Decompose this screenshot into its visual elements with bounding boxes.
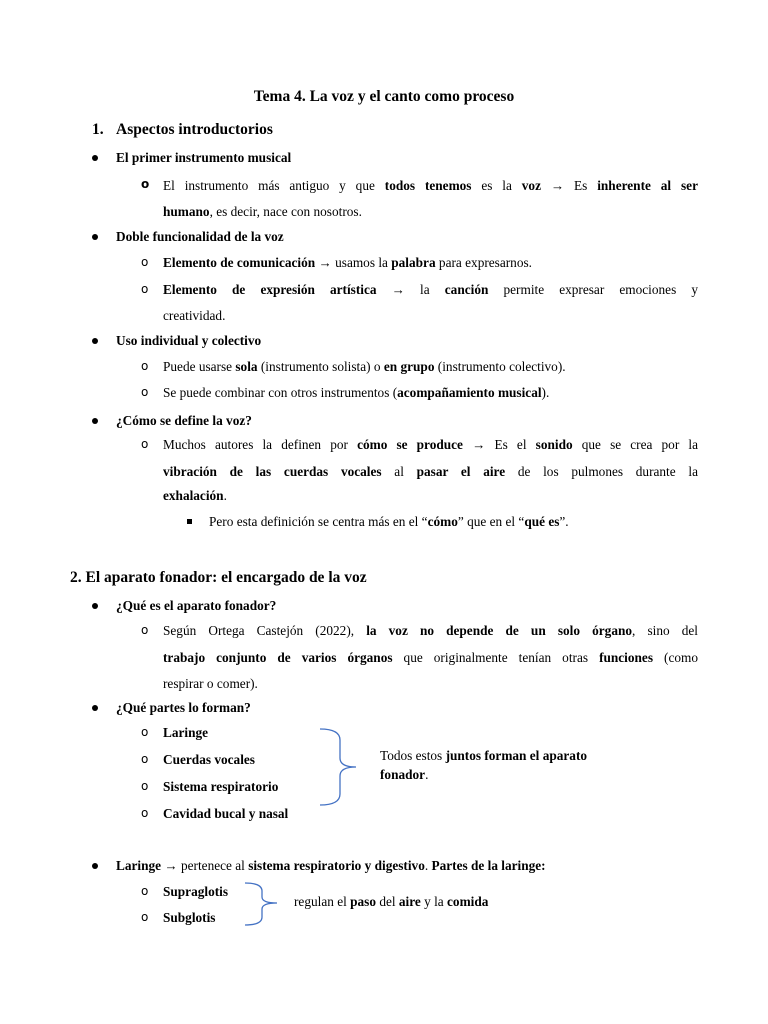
paragraph-line: exhalación. — [163, 488, 227, 503]
sub-bullet-icon: o — [141, 779, 149, 793]
part-item: Cuerdas vocales — [163, 752, 255, 767]
paragraph-line: Según Ortega Castejón (2022), la voz no depende de un solo órgano, sino del — [163, 623, 698, 638]
paragraph-line: Laringe → pertenece al sistema respiratorio y digestivo. Partes de la laringe: — [116, 858, 546, 873]
sub-bullet-icon: o — [141, 725, 149, 739]
paragraph-line: Se puede combinar con otros instrumentos (acompañamiento musical). — [163, 385, 550, 400]
paragraph-line: vibración de las cuerdas vocales al pasar el aire de los pulmones durante la — [163, 464, 698, 479]
bullet-label: ¿Qué partes lo forman? — [116, 700, 251, 715]
paragraph-line: trabajo conjunto de varios órganos que originalmente tenían otras funciones (como — [163, 650, 698, 665]
bullet-label: ¿Qué es el aparato fonador? — [116, 598, 277, 613]
bullet-label: El primer instrumento musical — [116, 150, 292, 165]
bullet-label: ¿Cómo se define la voz? — [116, 413, 252, 428]
part-item: Sistema respiratorio — [163, 779, 279, 794]
paragraph-line: Elemento de expresión artística → la canción permite expresar emociones y — [163, 282, 699, 297]
paragraph-line: creatividad. — [163, 308, 226, 323]
part-item: Cavidad bucal y nasal — [163, 806, 289, 821]
section-number: 1. — [92, 121, 104, 138]
sub-bullet-icon: o — [141, 884, 149, 898]
paragraph-line: Puede usarse sola (instrumento solista) o en grupo (instrumento colectivo). — [163, 359, 566, 374]
section-heading: Aspectos introductorios — [116, 121, 273, 138]
paragraph-line: Muchos autores la definen por cómo se produce → Es el sonido que se crea por la — [163, 437, 698, 452]
section-heading: 2. El aparato fonador: el encargado de la voz — [70, 569, 367, 586]
part-item: Subglotis — [163, 910, 216, 925]
sub-bullet-icon: o — [141, 910, 149, 924]
paragraph-line: Elemento de comunicación → usamos la palabra para expresarnos. — [163, 255, 532, 270]
sub-bullet-icon: o — [141, 806, 149, 820]
sub-bullet-icon: o — [141, 255, 149, 269]
sub-bullet-icon: o — [141, 385, 149, 399]
sub-bullet-icon: o — [141, 752, 149, 766]
bullet-label: Uso individual y colectivo — [116, 333, 262, 348]
sub-bullet-icon: o — [141, 359, 149, 373]
part-item: Supraglotis — [163, 884, 229, 899]
part-item: Laringe — [163, 725, 209, 740]
sub-bullet-icon: o — [141, 623, 149, 637]
paragraph-line: El instrumento más antiguo y que todos tenemos es la voz → Es inherente al ser — [163, 178, 698, 193]
paragraph-line: humano, es decir, nace con nosotros. — [163, 204, 362, 219]
paragraph-line: respirar o comer). — [163, 676, 258, 691]
sub-bullet-icon: o — [141, 177, 150, 191]
paragraph-line: Pero esta definición se centra más en el “cómo” que en el “qué es”. — [209, 514, 569, 529]
sub-bullet-icon: o — [141, 282, 149, 296]
page-title: Tema 4. La voz y el canto como proceso — [253, 88, 515, 105]
brace-note: Todos estos juntos forman el aparato — [380, 748, 588, 763]
brace-note: fonador. — [380, 767, 429, 782]
sub-bullet-icon: o — [141, 437, 149, 451]
brace-note: regulan el paso del aire y la comida — [294, 894, 489, 909]
bullet-label: Doble funcionalidad de la voz — [116, 229, 284, 244]
